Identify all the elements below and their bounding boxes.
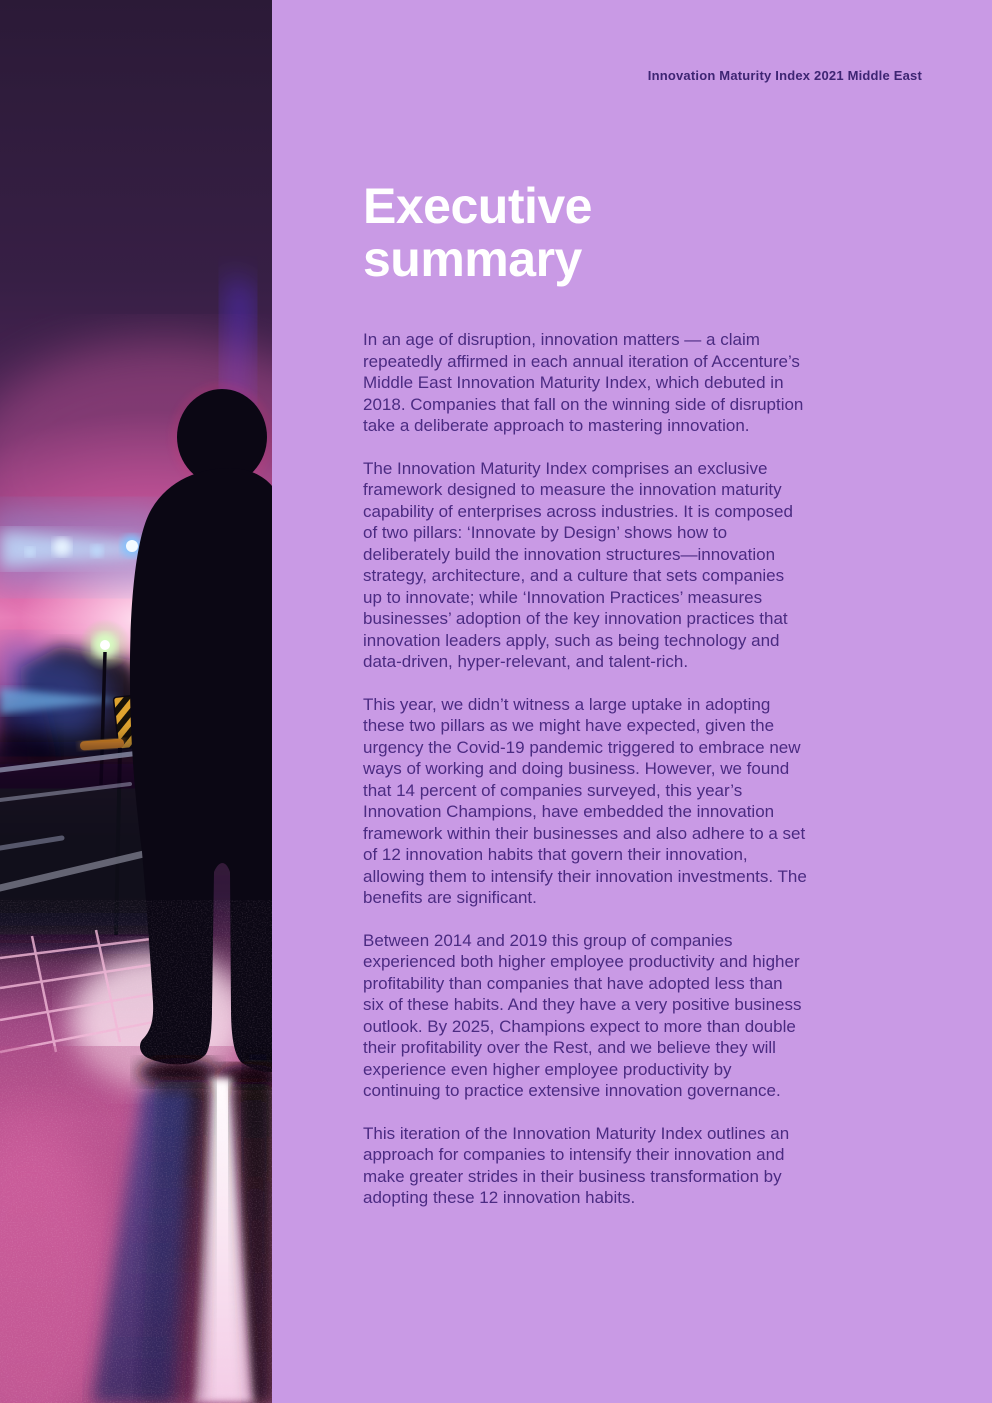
page-title	[363, 180, 592, 286]
page-title-line2: summary	[363, 231, 582, 287]
paragraph-1: In an age of disruption, innovation matters — a claim repeatedly affirmed in each annual iteration of Accenture’s Middle East Innovation Maturity Index, which debuted in 2018. Companies that fall on the winning side of disruption take a deliberate approach to mastering innovation.	[363, 330, 804, 435]
content-panel	[272, 0, 992, 1403]
body-text	[363, 329, 807, 1230]
paragraph-5: This iteration of the Innovation Maturity Index outlines an approach for companies to intensify their innovation and make greater strides in their business transformation by adopting these 12 innovation habits.	[363, 1123, 790, 1207]
night-street-illustration	[0, 0, 272, 1403]
paragraph-3: This year, we didn’t witness a large uptake in adopting these two pillars as we might have expected, given the urgency the Covid-19 pandemic triggered to embrace new ways of working and doing business. However, we found that 14 percent of companies surveyed, this year’s Innovation Champions, have embedded the innovation framework within their businesses and also adhere to a set of 12 innovation habits that govern their innovation, allowing them to intensify their innovation investments. The benefits are significant.	[363, 694, 807, 907]
running-header: Innovation Maturity Index 2021 Middle East	[647, 68, 922, 83]
paragraph-4: Between 2014 and 2019 this group of companies experienced both higher employee productivity and higher profitability than companies that have adopted less than six of these habits. And they have a very positive business outlook. By 2025, Champions expect to more than double their profitability over the Rest, and we believe they will experience even higher employee productivity by continuing to practice extensive innovation governance.	[363, 930, 802, 1100]
sparkle-grain	[0, 900, 272, 1403]
page-title-line1: Executive	[363, 178, 592, 234]
paragraph-2: The Innovation Maturity Index comprises an exclusive framework designed to measure the innovation maturity capability of enterprises across industries. It is composed of two pillars: ‘Innovate by Design’ shows how to deliberately build the innovation structures—innovation strategy, architecture, and a culture that sets companies up to innovate; while ‘Innovation Practices’ measures businesses’ adoption of the key innovation practices that innovation leaders apply, such as being technology and data-driven, hyper-relevant, and talent-rich.	[363, 458, 793, 671]
hero-photo	[0, 0, 272, 1403]
